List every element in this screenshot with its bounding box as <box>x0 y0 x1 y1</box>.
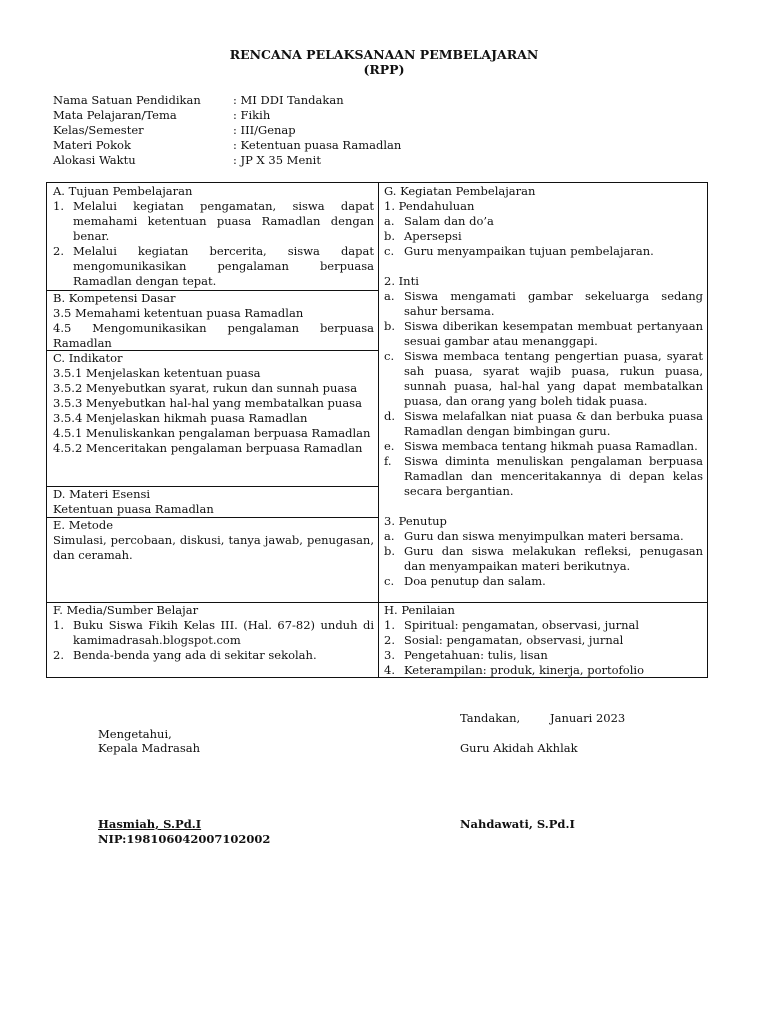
identity-block <box>53 93 401 168</box>
signature-date: Januari 2023 <box>550 711 626 725</box>
item-text: Siswa membaca tentang pengertian puasa, syarat sah puasa, syarat wajib puasa, rukun puasa, sunnah puasa, hal-hal yang dapat membatalkan puasa, dan orang yang boleh tidak puasa. <box>404 349 703 408</box>
item-text: Doa penutup dan salam. <box>404 574 546 588</box>
item-text: Buku Siswa Fikih Kelas III. (Hal. 67-82) unduh di kamimadrasah.blogspot.com <box>73 618 374 647</box>
list-item: 4.5.2 Menceritakan pengalaman berpuasa Ramadlan <box>53 441 363 455</box>
item-number: a. <box>384 214 395 228</box>
item-number: b. <box>384 229 396 243</box>
identity-value: : Fikih <box>233 108 271 122</box>
section-title: G. Kegiatan Pembelajaran <box>384 184 536 198</box>
section-indikator <box>47 351 378 456</box>
list-item <box>53 199 374 244</box>
list-item: 3.5.3 Menyebutkan hal-hal yang membatalkan puasa <box>53 396 362 410</box>
section-penilaian <box>378 603 707 678</box>
section-title: A. Tujuan Pembelajaran <box>53 184 193 198</box>
signature-left-name: Hasmiah, S.Pd.I <box>98 817 202 831</box>
list-item <box>384 409 703 439</box>
identity-label: Mata Pelajaran/Tema <box>53 108 177 122</box>
item-number: a. <box>384 529 395 543</box>
item-text: Melalui kegiatan bercerita, siswa dapat mengomunikasikan pengalaman berpuasa Ramadlan dengan tepat. <box>73 244 374 288</box>
item-number: b. <box>384 319 396 333</box>
item-number: c. <box>384 574 395 588</box>
right-column <box>378 183 707 677</box>
signature-acknowledge: Mengetahui, <box>98 727 172 741</box>
list-item: 3.5.4 Menjelaskan hikmah puasa Ramadlan <box>53 411 308 425</box>
signature-right-role: Guru Akidah Akhlak <box>460 741 578 755</box>
section-tujuan <box>47 184 378 289</box>
item-number: 2. <box>53 648 64 662</box>
item-number: 2. <box>384 633 395 647</box>
list-item <box>384 633 703 648</box>
section-metode <box>47 518 378 563</box>
item-number: 1. <box>53 618 64 632</box>
item-number: a. <box>384 289 395 303</box>
page-title: RENCANA PELAKSANAAN PEMBELAJARAN <box>229 47 539 62</box>
list-item: 4.5 Mengomunikasikan pengalaman berpuasa Ramadlan <box>53 321 374 350</box>
section-title: D. Materi Esensi <box>53 487 151 501</box>
section-media <box>47 603 378 663</box>
item-text: Siswa mengamati gambar sekeluarga sedang sahur bersama. <box>404 289 703 318</box>
subsection-title: 3. Penutup <box>384 514 447 528</box>
item-number: c. <box>384 349 395 363</box>
item-text: Siswa melafalkan niat puasa & dan berbuka puasa Ramadlan dengan bimbingan guru. <box>404 409 703 438</box>
identity-value: : MI DDI Tandakan <box>233 93 344 107</box>
item-text: Keterampilan: produk, kinerja, portofolio <box>404 663 644 677</box>
left-column <box>47 183 379 677</box>
item-number: 4. <box>384 663 395 677</box>
item-text: Siswa diminta menuliskan pengalaman berpuasa Ramadlan dan menceritakannya di depan kelas secara bergantian. <box>404 454 703 498</box>
list-item: 3.5.2 Menyebutkan syarat, rukun dan sunnah puasa <box>53 381 358 395</box>
page-subtitle: (RPP) <box>363 62 405 77</box>
identity-label: Materi Pokok <box>53 138 131 152</box>
item-text: Siswa diberikan kesempatan membuat pertanyaan sesuai gambar atau menanggapi. <box>404 319 703 348</box>
item-number: b. <box>384 544 396 558</box>
list-item <box>384 648 703 663</box>
section-kompetensi <box>47 291 378 351</box>
identity-row <box>53 108 401 123</box>
list-item <box>53 648 374 663</box>
rpp-table <box>46 182 708 678</box>
identity-value: : Ketentuan puasa Ramadlan <box>233 138 402 152</box>
list-item <box>384 439 703 454</box>
section-materi <box>47 487 378 517</box>
identity-row <box>53 123 401 138</box>
subsection-title: 1. Pendahuluan <box>384 199 475 213</box>
item-text: Guru dan siswa melakukan refleksi, penugasan dan menyampaikan materi berikutnya. <box>404 544 703 573</box>
list-item: 3.5.1 Menjelaskan ketentuan puasa <box>53 366 261 380</box>
signature-left-nip: NIP:198106042007102002 <box>98 832 271 846</box>
item-text: Guru menyampaikan tujuan pembelajaran. <box>404 244 654 258</box>
list-item: 3.5 Memahami ketentuan puasa Ramadlan <box>53 306 304 320</box>
section-title: B. Kompetensi Dasar <box>53 291 176 305</box>
list-item <box>384 214 703 229</box>
identity-label: Nama Satuan Pendidikan <box>53 93 201 107</box>
identity-value: : III/Genap <box>233 123 296 137</box>
list-item <box>384 244 703 259</box>
list-item <box>384 289 703 319</box>
item-number: 1. <box>53 199 64 213</box>
list-item <box>384 663 703 678</box>
list-item <box>384 349 703 409</box>
list-item <box>384 319 703 349</box>
item-text: Spiritual: pengamatan, observasi, jurnal <box>404 618 640 632</box>
item-text: Sosial: pengamatan, observasi, jurnal <box>404 633 624 647</box>
item-number: c. <box>384 244 395 258</box>
section-title: H. Penilaian <box>384 603 455 617</box>
subsection-title: 2. Inti <box>384 274 419 288</box>
item-number: 1. <box>384 618 395 632</box>
item-text: Guru dan siswa menyimpulkan materi bersama. <box>404 529 684 543</box>
list-item <box>384 574 703 589</box>
section-title: C. Indikator <box>53 351 123 365</box>
list-item <box>384 454 703 499</box>
item-text: Apersepsi <box>404 229 462 243</box>
identity-row <box>53 153 401 168</box>
signature-right-name: Nahdawati, S.Pd.I <box>460 817 575 831</box>
list-item: 4.5.1 Menuliskankan pengalaman berpuasa Ramadlan <box>53 426 371 440</box>
list-item <box>384 544 703 574</box>
item-text: Salam dan do’a <box>404 214 494 228</box>
identity-value: : JP X 35 Menit <box>233 153 321 167</box>
list-item <box>384 618 703 633</box>
identity-label: Kelas/Semester <box>53 123 144 137</box>
signature-left-role: Kepala Madrasah <box>98 741 201 755</box>
list-item <box>384 229 703 244</box>
list-item <box>384 529 703 544</box>
item-text: Pengetahuan: tulis, lisan <box>404 648 548 662</box>
item-number: f. <box>384 454 392 468</box>
item-text: Siswa membaca tentang hikmah puasa Ramadlan. <box>404 439 698 453</box>
section-kegiatan <box>378 184 707 589</box>
list-item <box>53 244 374 289</box>
item-text: Melalui kegiatan pengamatan, siswa dapat memahami ketentuan puasa Ramadlan dengan benar. <box>73 199 374 243</box>
item-text: Benda-benda yang ada di sekitar sekolah. <box>73 648 317 662</box>
section-text: Ketentuan puasa Ramadlan <box>53 502 214 516</box>
item-number: d. <box>384 409 396 423</box>
list-item <box>53 618 374 648</box>
section-title: E. Metode <box>53 518 113 532</box>
identity-row <box>53 93 401 108</box>
identity-row <box>53 138 401 153</box>
item-number: e. <box>384 439 395 453</box>
item-number: 3. <box>384 648 395 662</box>
section-title: F. Media/Sumber Belajar <box>53 603 199 617</box>
signature-place: Tandakan, <box>460 711 521 725</box>
item-number: 2. <box>53 244 64 258</box>
section-text: Simulasi, percobaan, diskusi, tanya jawab, penugasan, dan ceramah. <box>53 533 374 562</box>
identity-label: Alokasi Waktu <box>53 153 136 167</box>
